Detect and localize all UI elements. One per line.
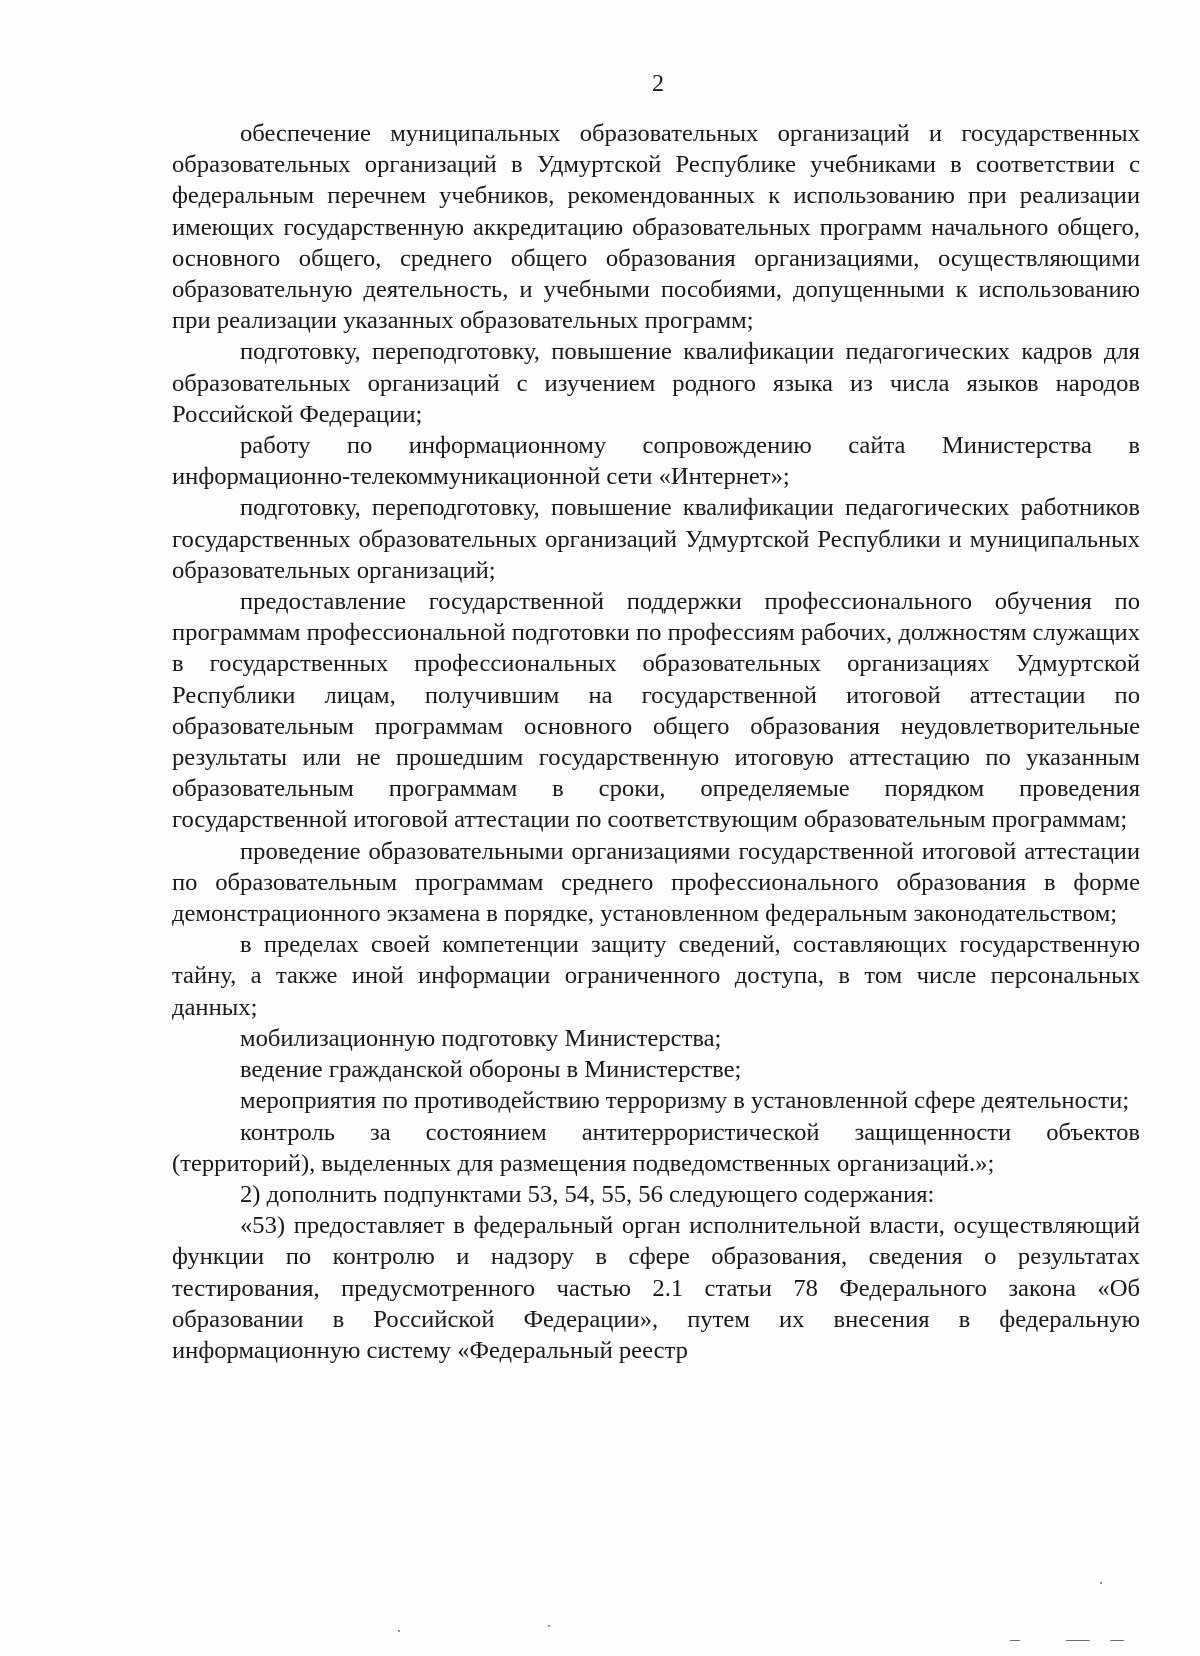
paragraph-subitem-53: «53) предоставляет в федеральный орган исполнительной власти, осуществляющий функции по контролю и надзору в сфере образования, сведения о результатах тестирования, предусмотренного частью 2.1 статьи 78 Федерального закона «Об образовании в Российской Федерации», путем их внесения в федеральную информационную систему «Федеральный реестр [172,1212,1140,1364]
paragraph-native-language-staff-training: подготовку, переподготовку, повышение квалификации педагогических кадров для образовательных организаций с изучением родного языка из числа языков народов Российской Федерации; [172,338,1140,428]
paragraph-civil-defense: ведение гражданской обороны в Министерстве; [240,1056,742,1084]
paragraph-mobilization-training: мобилизационную подготовку Министерства; [240,1024,722,1052]
paragraph-demo-exam-attestation: проведение образовательными организациями государственной итоговой аттестации по образовательным программам среднего профессионального образования в форме демонстрационного экзамена в порядке, установленном федеральным законодательством; [172,837,1140,928]
page-number: 2 [652,71,664,97]
scan-speck [548,1625,550,1627]
scan-speck [1110,1640,1124,1641]
paragraph-antiterror-security-control: контроль за состоянием антитеррористической защищенности объектов (территорий), выделенных для размещения подведомственных организаций.»; [172,1118,1140,1177]
document-body [172,118,1140,1366]
scan-speck [398,1630,400,1632]
paragraph-website-support: работу по информационному сопровождению сайта Министерства в информационно-телекоммуникационной сети «Интернет»; [172,432,1140,491]
scan-speck [1066,1640,1090,1641]
paragraph-teacher-training: подготовку, переподготовку, повышение квалификации педагогических работников государственных образовательных организаций Удмуртской Республики и муниципальных образовательных организаций; [172,494,1140,584]
scan-speck [1100,1582,1102,1584]
paragraph-state-secret-protection: в пределах своей компетенции защиту сведений, составляющих государственную тайну, а также иной информации ограниченного доступа, в том числе персональных данных; [172,931,1140,1021]
paragraph-amendment-item-2: 2) дополнить подпунктами 53, 54, 55, 56 следующего содержания: [240,1180,935,1208]
scan-speck [1010,1640,1020,1641]
paragraph-vocational-training-support: предоставление государственной поддержки профессионального обучения по программам профессиональной подготовки по профессиям рабочих, должностям служащих в государственных профессиональных образовательных организациях Удмуртской Республики лицам, получившим на государственной итоговой аттестации по образовательным программам основного общего образования неудовлетворительные результаты или не прошедшим государственную итоговую аттестацию по указанным образовательным программам в сроки, определяемые порядком проведения государственной итоговой аттестации по соответствующим образовательным программам; [172,588,1141,834]
paragraph-textbook-provision: обеспечение муниципальных образовательных организаций и государственных образовательных организаций в Удмуртской Республике учебниками в соответствии с федеральным перечнем учебников, рекомендованных к использованию при реализации имеющих государственную аккредитацию образовательных программ начального общего, основного общего, среднего общего образования организациями, осуществляющими образовательную деятельность, и учебными пособиями, допущенными к использованию при реализации указанных образовательных программ; [172,120,1140,335]
paragraph-counter-terrorism: мероприятия по противодействию терроризму в установленной сфере деятельности; [240,1087,1130,1115]
